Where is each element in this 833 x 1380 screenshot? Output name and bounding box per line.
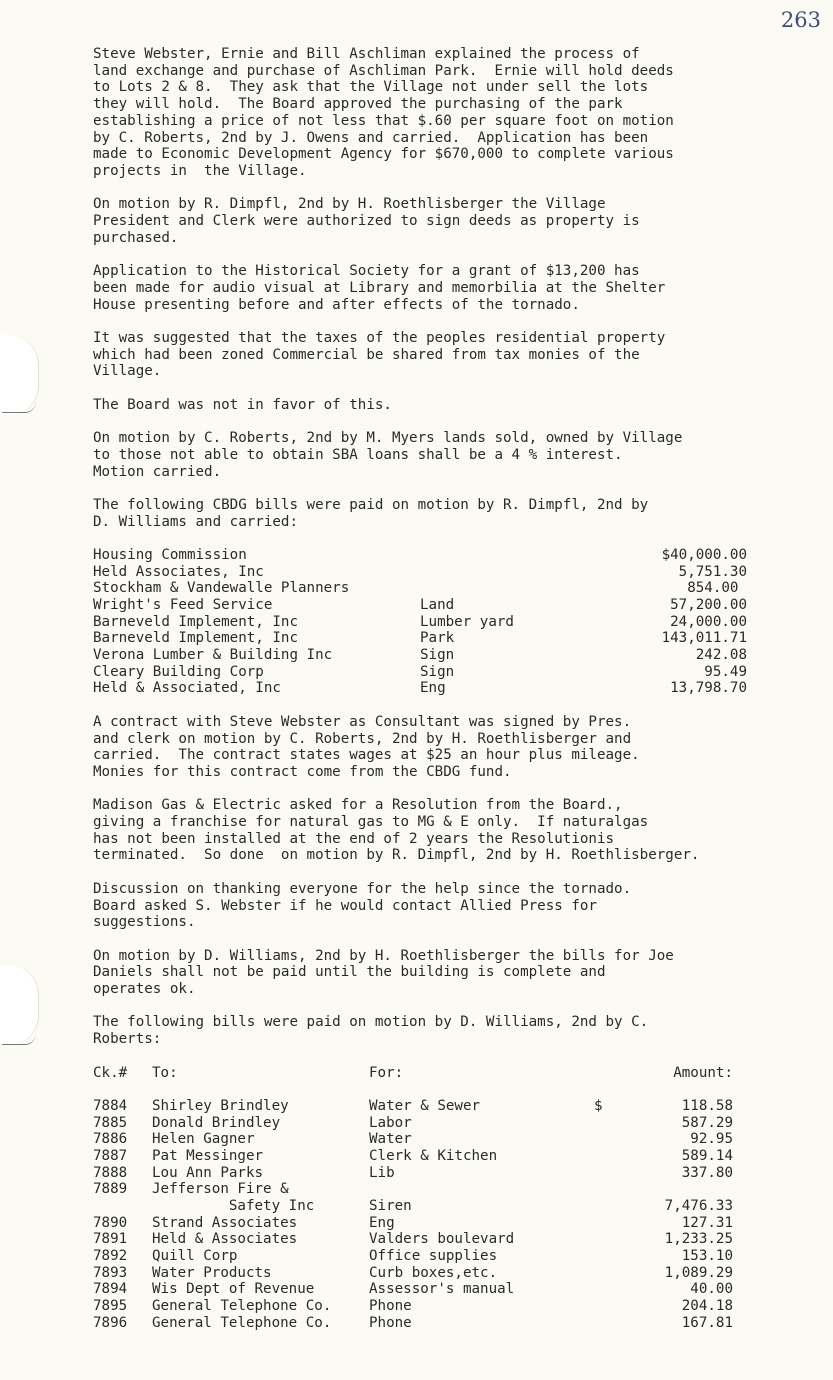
check-number: 7887 bbox=[93, 1147, 128, 1164]
check-number bbox=[93, 1198, 152, 1215]
table-row bbox=[93, 630, 813, 647]
payee: Donald Brindley bbox=[152, 1114, 281, 1131]
paragraph: Madison Gas & Electric asked for a Resolution from the Board., giving a franchise for natural gas to MG & E only. If naturalgas has not been installed at the end of 2 years the Resolutionis terminated. So done on motion by R. Dimpfl, 2nd by H. Roethlisberger. bbox=[93, 797, 700, 864]
payee: Water Products bbox=[152, 1264, 272, 1281]
column-header: Amount: bbox=[673, 1064, 733, 1081]
paragraph: The Board was not in favor of this. bbox=[93, 396, 392, 413]
check-number: 7894 bbox=[93, 1281, 128, 1298]
payee: General Telephone Co. bbox=[152, 1314, 332, 1331]
purpose: Lib bbox=[369, 1164, 395, 1181]
purpose: Eng bbox=[369, 1214, 395, 1231]
dollar-sign bbox=[594, 1115, 624, 1132]
purpose: Land bbox=[420, 597, 455, 614]
check-number: 7895 bbox=[93, 1298, 128, 1315]
check-number: 7891 bbox=[93, 1231, 128, 1248]
table-row bbox=[93, 1215, 813, 1232]
amount: 118.58 bbox=[681, 1097, 733, 1114]
dollar-sign: $ bbox=[594, 1097, 603, 1114]
table-row bbox=[93, 1165, 813, 1182]
dollar-sign bbox=[594, 1131, 624, 1148]
dollar-sign bbox=[594, 1148, 624, 1165]
payee: Shirley Brindley bbox=[152, 1097, 289, 1114]
dollar-sign bbox=[594, 1265, 624, 1282]
check-number: 7896 bbox=[93, 1314, 128, 1331]
purpose bbox=[420, 547, 610, 564]
table-row bbox=[93, 1198, 813, 1215]
purpose: Phone bbox=[369, 1298, 412, 1315]
payee: Jefferson Fire & bbox=[152, 1181, 289, 1198]
minutes-body bbox=[93, 46, 813, 1332]
purpose: Sign bbox=[420, 647, 455, 664]
paragraph: The following CBDG bills were paid on motion by R. Dimpfl, 2nd by D. Williams and carried: bbox=[93, 496, 649, 530]
payee: Barneveld Implement, Inc bbox=[93, 613, 298, 630]
dollar-sign bbox=[594, 1281, 624, 1298]
table-row bbox=[93, 1265, 813, 1282]
table-row bbox=[93, 580, 813, 597]
payee: Wis Dept of Revenue bbox=[152, 1281, 315, 1298]
amount: 1,089.29 bbox=[664, 1264, 733, 1281]
amount: 337.80 bbox=[681, 1164, 733, 1181]
page-number: 263 bbox=[780, 8, 821, 32]
amount: 1,233.25 bbox=[664, 1231, 733, 1248]
purpose bbox=[420, 580, 610, 597]
table-row bbox=[93, 680, 813, 697]
dollar-sign bbox=[594, 1315, 624, 1332]
amount: 24,000.00 bbox=[670, 613, 747, 630]
purpose: Water bbox=[369, 1131, 412, 1148]
table-row bbox=[93, 1298, 813, 1315]
amount: 589.14 bbox=[681, 1147, 733, 1164]
check-number: 7884 bbox=[93, 1097, 128, 1114]
table-row bbox=[93, 1148, 813, 1165]
amount: 242.08 bbox=[695, 647, 747, 664]
payee: Wright's Feed Service bbox=[93, 597, 273, 614]
column-header: For: bbox=[369, 1064, 404, 1081]
amount: 92.95 bbox=[690, 1131, 733, 1148]
purpose: Eng bbox=[420, 680, 446, 697]
margin-tick-upper bbox=[2, 402, 36, 413]
amount: 5,751.30 bbox=[678, 563, 747, 580]
payee: Cleary Building Corp bbox=[93, 663, 264, 680]
purpose: Valders boulevard bbox=[369, 1231, 515, 1248]
table-row bbox=[93, 614, 813, 631]
purpose: Park bbox=[420, 630, 455, 647]
purpose: Curb boxes,etc. bbox=[369, 1264, 498, 1281]
column-header: Ck.# bbox=[93, 1064, 128, 1081]
column-header: To: bbox=[152, 1064, 178, 1081]
amount: $40,000.00 bbox=[661, 546, 747, 563]
payee: Verona Lumber & Building Inc bbox=[93, 647, 333, 664]
dollar-sign bbox=[594, 1198, 624, 1215]
table-row bbox=[93, 564, 813, 581]
paragraph: On motion by C. Roberts, 2nd by M. Myers lands sold, owned by Village to those not able to obtain SBA loans shall be a 4 % interest. Motion carried. bbox=[93, 430, 683, 480]
purpose: Labor bbox=[369, 1114, 412, 1131]
purpose: Clerk & Kitchen bbox=[369, 1147, 498, 1164]
payee: Lou Ann Parks bbox=[152, 1164, 264, 1181]
purpose bbox=[369, 1181, 594, 1198]
payee: Stockham & Vandewalle Planners bbox=[93, 580, 350, 597]
payee: Held & Associated, Inc bbox=[93, 680, 281, 697]
payee: General Telephone Co. bbox=[152, 1298, 332, 1315]
purpose: Office supplies bbox=[369, 1248, 498, 1265]
table-row bbox=[93, 664, 813, 681]
paragraph: Steve Webster, Ernie and Bill Aschliman explained the process of land exchange and purchase of Aschliman Park. Ernie will hold deeds to Lots 2 & 8. They ask that the Village not under sell the lots they will hold. The Board approved the purchasing of the park establishing a price of not less that $.60 per square foot on motion by C. Roberts, 2nd by J. Owens and carried. Application has been made to Economic Development Agency for $670,000 to complete various projects in the Village. bbox=[93, 46, 674, 179]
dollar-sign bbox=[594, 1298, 624, 1315]
dollar-sign bbox=[594, 1248, 624, 1265]
paragraph: On motion by R. Dimpfl, 2nd by H. Roethlisberger the Village President and Clerk were authorized to sign deeds as property is purchased. bbox=[93, 196, 640, 246]
paragraph: The following bills were paid on motion by D. Williams, 2nd by C. Roberts: bbox=[93, 1014, 649, 1048]
amount: 204.18 bbox=[681, 1298, 733, 1315]
payee: Held Associates, Inc bbox=[93, 563, 264, 580]
purpose: Assessor's manual bbox=[369, 1281, 515, 1298]
paragraph: On motion by D. Williams, 2nd by H. Roethlisberger the bills for Joe Daniels shall not be paid until the building is complete and operates ok. bbox=[93, 947, 674, 998]
table-row bbox=[93, 1131, 813, 1148]
amount: 95.49 bbox=[704, 663, 747, 680]
margin-tick-lower bbox=[2, 1034, 36, 1045]
purpose bbox=[420, 564, 610, 581]
table-row bbox=[93, 1098, 813, 1115]
table-row bbox=[93, 597, 813, 614]
check-number: 7893 bbox=[93, 1264, 128, 1281]
purpose: Lumber yard bbox=[420, 613, 514, 630]
paragraph: A contract with Steve Webster as Consultant was signed by Pres. and clerk on motion by C. Roberts, 2nd by H. Roethlisberger and carried. The contract states wages at $25 an hour plus mileage. Monies for this contract come from the CBDG fund. bbox=[93, 713, 640, 780]
check-number: 7885 bbox=[93, 1114, 128, 1131]
table-row bbox=[93, 1181, 813, 1198]
dollar-sign bbox=[594, 1181, 624, 1198]
payee: Housing Commission bbox=[93, 546, 247, 563]
amount: 7,476.33 bbox=[664, 1198, 733, 1215]
payee: Held & Associates bbox=[152, 1231, 298, 1248]
table-row bbox=[93, 547, 813, 564]
amount: 127.31 bbox=[681, 1214, 733, 1231]
amount: 587.29 bbox=[681, 1114, 733, 1131]
amount: 143,011.71 bbox=[661, 630, 747, 647]
table-row bbox=[93, 1315, 813, 1332]
amount: 13,798.70 bbox=[670, 680, 747, 697]
purpose: Sign bbox=[420, 663, 455, 680]
paragraph: It was suggested that the taxes of the peoples residential property which had been zoned Commercial be shared from tax monies of the Village. bbox=[93, 329, 666, 380]
payee: Safety Inc bbox=[152, 1198, 315, 1215]
margin-tab-lower bbox=[0, 965, 39, 1045]
dollar-sign bbox=[594, 1165, 624, 1182]
table-header bbox=[93, 1065, 813, 1082]
check-number: 7886 bbox=[93, 1131, 128, 1148]
check-number: 7892 bbox=[93, 1248, 128, 1265]
amount: 40.00 bbox=[690, 1281, 733, 1298]
payee: Helen Gagner bbox=[152, 1131, 255, 1148]
amount: 153.10 bbox=[681, 1248, 733, 1265]
amount bbox=[624, 1181, 733, 1198]
table-row bbox=[93, 1281, 813, 1298]
cbdg-bills-table bbox=[93, 547, 813, 697]
dollar-sign bbox=[594, 1231, 624, 1248]
payee: Pat Messinger bbox=[152, 1147, 264, 1164]
payee: Strand Associates bbox=[152, 1214, 298, 1231]
table-row bbox=[93, 647, 813, 664]
purpose: Water & Sewer bbox=[369, 1097, 481, 1114]
amount: 854.00 bbox=[687, 580, 747, 597]
amount: 167.81 bbox=[681, 1314, 733, 1331]
table-row bbox=[93, 1115, 813, 1132]
check-number: 7890 bbox=[93, 1214, 128, 1231]
dollar-sign bbox=[594, 1215, 624, 1232]
table-row bbox=[93, 1231, 813, 1248]
amount: 57,200.00 bbox=[670, 597, 747, 614]
paragraph: Application to the Historical Society for a grant of $13,200 has been made for audio visual at Library and memorbilia at the Shelter House presenting before and after effects of the tornado. bbox=[93, 263, 666, 313]
purpose: Phone bbox=[369, 1314, 412, 1331]
bills-table bbox=[93, 1065, 813, 1332]
paragraph: Discussion on thanking everyone for the help since the tornado. Board asked S. Webster if he would contact Allied Press for suggestions. bbox=[93, 880, 632, 931]
check-number: 7888 bbox=[93, 1164, 128, 1181]
payee: Barneveld Implement, Inc bbox=[93, 630, 298, 647]
purpose: Siren bbox=[369, 1198, 412, 1215]
payee: Quill Corp bbox=[152, 1248, 238, 1265]
check-number: 7889 bbox=[93, 1181, 128, 1198]
table-row bbox=[93, 1248, 813, 1265]
